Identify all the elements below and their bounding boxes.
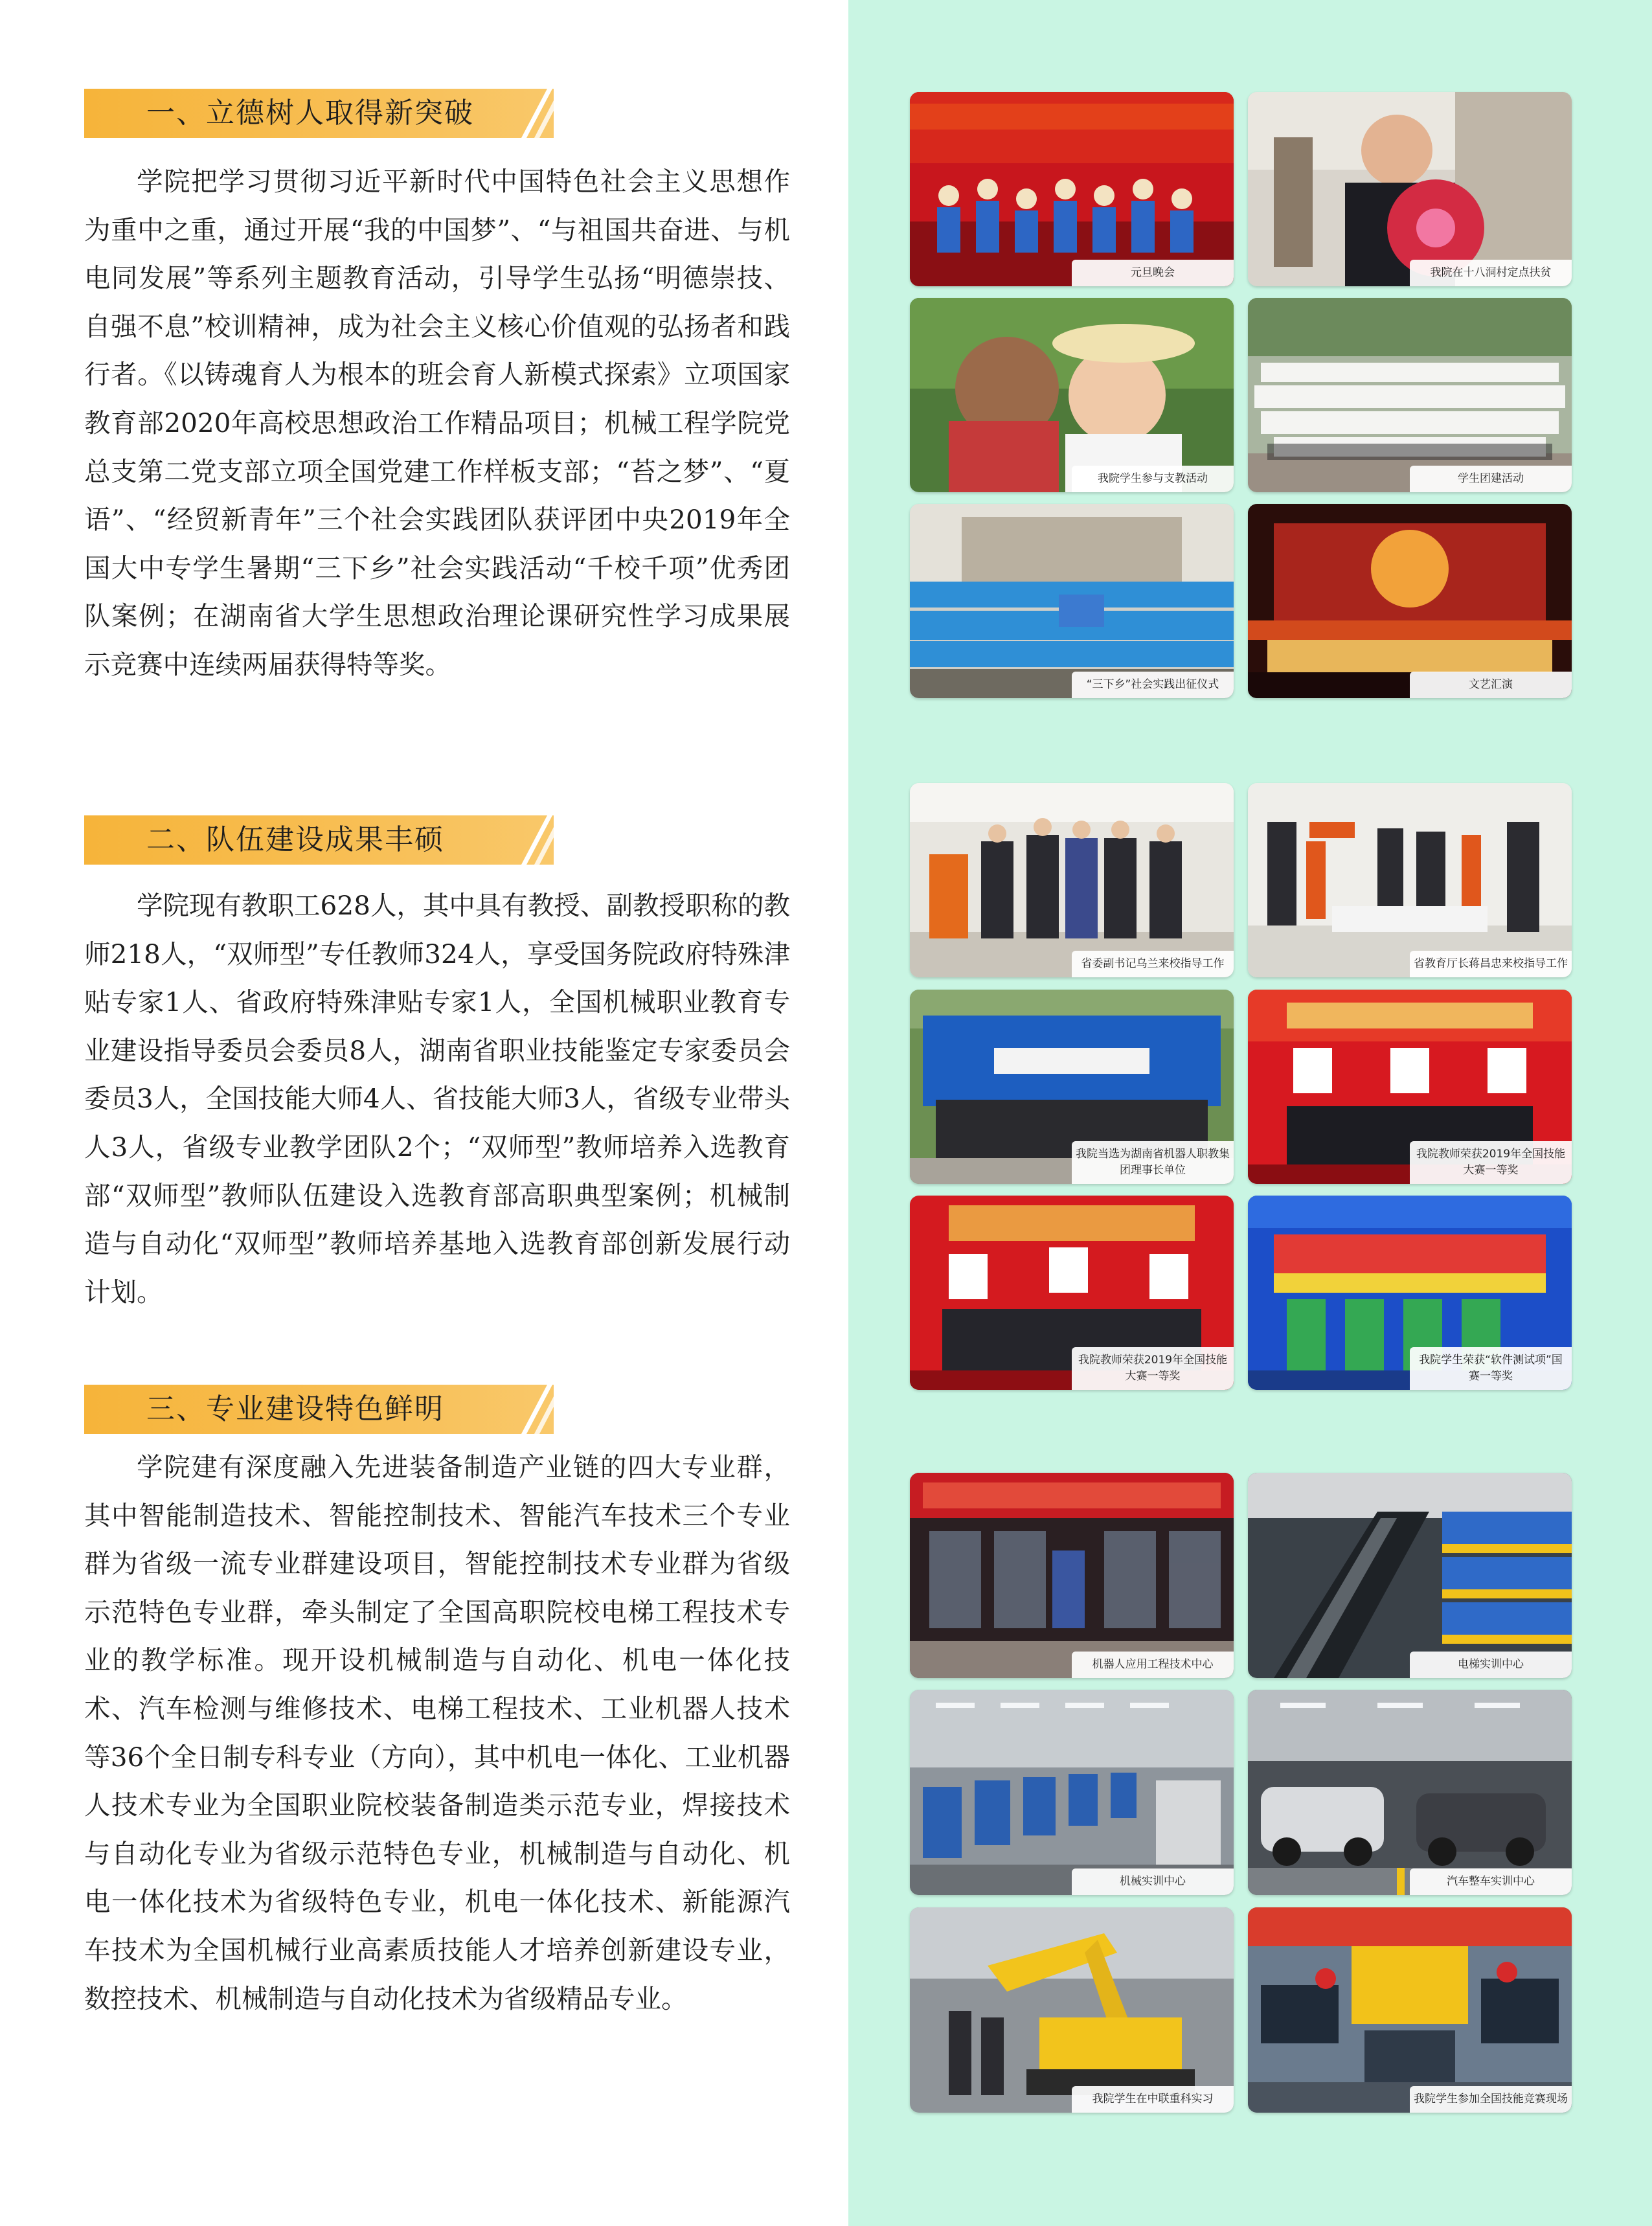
- photo-caption: 我院学生在中联重科实习: [1072, 2086, 1234, 2113]
- photo-caption: 我院当选为湖南省机器人职教集团理事长单位: [1072, 1141, 1234, 1184]
- photo-volunteer-teaching: [910, 298, 1234, 492]
- section-2-heading-banner: [84, 815, 554, 865]
- photo-caption: 电梯实训中心: [1410, 1652, 1572, 1678]
- section-1-heading-banner: [84, 89, 554, 138]
- robot-lab-scene-image: [1248, 783, 1572, 977]
- photo-caption: 省委副书记乌兰来校指导工作: [1072, 951, 1234, 977]
- photo-robot-center: [910, 1473, 1234, 1678]
- banner-stripe-icon: [508, 1385, 554, 1434]
- crowd-scene-image: [910, 504, 1234, 698]
- stage-scene-image: [1248, 504, 1572, 698]
- garage-scene-image: [1248, 1690, 1572, 1895]
- section-2-heading: 二、队伍建设成果丰硕: [146, 823, 444, 856]
- section-3-heading-banner: [84, 1385, 554, 1434]
- photo-elevator-center: [1248, 1473, 1572, 1678]
- lab-visit-scene-image: [910, 783, 1234, 977]
- escalator-scene-image: [1248, 1473, 1572, 1678]
- photo-education-director-visit: [1248, 783, 1572, 977]
- photo-caption: 我院教师荣获2019年全国技能大赛一等奖: [1072, 1347, 1234, 1390]
- photo-team-building: [1248, 298, 1572, 492]
- banner-stripe-icon: [508, 89, 554, 138]
- photo-caption: 省教育厅长蒋昌忠来校指导工作: [1410, 951, 1572, 977]
- banner-stripe-icon: [508, 815, 554, 865]
- excavator-scene-image: [910, 1907, 1234, 2113]
- photo-poverty-alleviation: [1248, 92, 1572, 286]
- section-1-heading: 一、立德树人取得新突破: [146, 97, 474, 130]
- photo-caption: 我院教师荣获2019年全国技能大赛一等奖: [1410, 1141, 1572, 1184]
- photo-caption: 学生团建活动: [1410, 466, 1572, 492]
- photo-teacher-award-2: [910, 1196, 1234, 1390]
- photo-vehicle-center: [1248, 1690, 1572, 1895]
- section-3-paragraph: 学院建有深度融入先进装备制造产业链的四大专业群，其中智能制造技术、智能控制技术、智能汽车技术三个专业群为省级一流专业群建设项目，智能控制技术专业群为省级示范特色专业群，牵头制定了全国高职院校电梯工程技术专业的教学标准。现开设机械制造与自动化、机电一体化技术、汽车检测与维修技术、电梯工程技术、工业机器人技术等36个全日制专科专业（方向），其中机电一体化、工业机器人技术专业为全国职业院校装备制造类示范专业，焊接技术与自动化专业为省级示范特色专业，机械制造与自动化、机电一体化技术为省级特色专业，机电一体化技术、新能源汽车技术为全国机械行业高素质技能人才培养创新建设专业，数控技术、机械制造与自动化技术为省级精品专业。: [84, 1451, 790, 2014]
- photo-secretary-visit: [910, 783, 1234, 977]
- photo-countryside-ceremony: [910, 504, 1234, 698]
- photo-caption: 元旦晚会: [1072, 260, 1234, 286]
- building-scene-image: [910, 1473, 1234, 1678]
- photo-mechanical-center: [910, 1690, 1234, 1895]
- portrait-scene-image: [910, 298, 1234, 492]
- photo-new-year-gala: [910, 92, 1234, 286]
- section-3-heading: 三、专业建设特色鲜明: [146, 1392, 444, 1425]
- photo-caption: 我院在十八洞村定点扶贫: [1410, 260, 1572, 286]
- photo-caption: 我院学生参加全国技能竞赛现场: [1410, 2086, 1572, 2113]
- photo-caption: 文艺汇演: [1410, 672, 1572, 698]
- photo-caption: “三下乡”社会实践出征仪式: [1072, 672, 1234, 698]
- section-2-paragraph: 学院现有教职工628人，其中具有教授、副教授职称的教师218人，“双师型”专任教师324人，享受国务院政府特殊津贴专家1人、省政府特殊津贴专家1人，全国机械职业教育专业建设指导委员会委员8人，湖南省职业技能鉴定专家委员会委员3人，全国技能大师4人、省技能大师3人，省级专业带头人3人，省级专业教学团队2个；“双师型”教师培养入选教育部“双师型”教师队伍建设入选教育部高职典型案例；机械制造与自动化“双师型”教师培养基地入选教育部创新发展行动计划。: [84, 890, 790, 1308]
- village-scene-image: [1248, 92, 1572, 286]
- photo-caption: 汽车整车实训中心: [1410, 1868, 1572, 1895]
- stage-scene-image: [910, 92, 1234, 286]
- photo-caption: 我院学生荣获“软件测试项”国赛一等奖: [1410, 1347, 1572, 1390]
- photo-robot-alliance: [910, 990, 1234, 1184]
- photo-caption: 机械实训中心: [1072, 1868, 1234, 1895]
- photo-art-performance: [1248, 504, 1572, 698]
- photo-zoomlion-internship: [910, 1907, 1234, 2113]
- competition-scene-image: [1248, 1907, 1572, 2113]
- crowd-scene-image: [1248, 298, 1572, 492]
- photo-teacher-award-1: [1248, 990, 1572, 1184]
- section-1-paragraph: 学院把学习贯彻习近平新时代中国特色社会主义思想作为重中之重，通过开展“我的中国梦”、“与祖国共奋进、与机电同发展”等系列主题教育活动，引导学生弘扬“明德崇技、自强不息”校训精神，成为社会主义核心价值观的弘扬者和践行者。《以铸魂育人为根本的班会育人新模式探索》立项国家教育部2020年高校思想政治工作精品项目；机械工程学院党总支第二党支部立项全国党建工作样板支部；“苔之梦”、“夏语”、“经贸新青年”三个社会实践团队获评团中央2019年全国大中专学生暑期“三下乡”社会实践活动“千校千项”优秀团队案例；在湖南省大学生思想政治理论课研究性学习成果展示竞赛中连续两届获得特等奖。: [84, 166, 790, 680]
- photo-skills-competition: [1248, 1907, 1572, 2113]
- workshop-scene-image: [910, 1690, 1234, 1895]
- photo-caption: 机器人应用工程技术中心: [1072, 1652, 1234, 1678]
- photo-caption: 我院学生参与支教活动: [1072, 466, 1234, 492]
- photo-student-software-award: [1248, 1196, 1572, 1390]
